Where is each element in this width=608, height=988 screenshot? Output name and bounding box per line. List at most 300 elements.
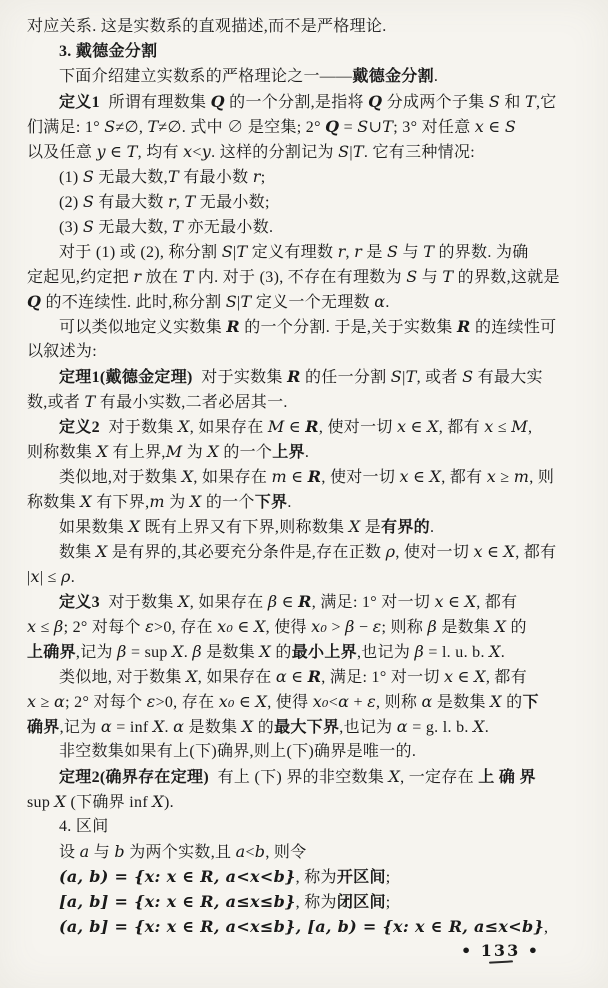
- math-segment: x₀: [312, 692, 329, 711]
- text-segment: , 均有: [137, 144, 184, 161]
- text-segment: +: [349, 694, 368, 711]
- text-segment: 无最小数;: [195, 194, 270, 211]
- bold-text-segment: 下界: [254, 494, 288, 511]
- text-line: [27, 514, 588, 539]
- text-segment: ≥: [36, 694, 55, 711]
- text-segment: =: [339, 119, 358, 136]
- text-segment: = l. u. b.: [424, 644, 490, 661]
- text-line: [27, 614, 588, 639]
- text-line: [27, 839, 588, 864]
- math-segment: Q: [27, 292, 42, 311]
- text-segment: ∈: [277, 594, 299, 611]
- text-segment: = g. l. b.: [407, 719, 473, 736]
- text-line: [27, 389, 588, 414]
- math-segment: Q: [368, 92, 383, 111]
- math-segment: T: [405, 367, 417, 386]
- bold-text-segment: 3. 戴德金分割: [59, 43, 158, 60]
- math-segment: α: [54, 692, 66, 711]
- text-line: [27, 764, 588, 789]
- text-segment: .: [429, 519, 435, 536]
- math-segment: β: [54, 617, 64, 636]
- math-segment: X: [494, 617, 507, 636]
- text-segment: ≤: [36, 619, 55, 636]
- math-segment: X: [255, 692, 268, 711]
- math-segment: T: [147, 117, 159, 136]
- text-segment: ∈: [453, 669, 475, 686]
- math-segment: x: [444, 667, 454, 686]
- text-segment: 定义有理数: [247, 244, 338, 261]
- text-line: [27, 189, 588, 214]
- text-segment: 以叙述为:: [27, 343, 97, 360]
- text-segment: ≠∅,: [115, 119, 148, 136]
- text-segment: 是数集: [201, 644, 260, 661]
- text-segment: .: [484, 719, 489, 736]
- math-segment: S: [357, 117, 369, 136]
- text-line: [27, 314, 588, 339]
- bold-text-segment: 上确界: [27, 644, 76, 661]
- text-line: [27, 464, 588, 489]
- text-line: [27, 789, 588, 814]
- math-segment: (a, b] = {x: x ∈ R, a<x≤b}, [a, b) = {x: x ∈ R, a≤x<b}: [59, 917, 545, 936]
- text-segment: , 使得: [267, 694, 313, 711]
- text-segment: .: [500, 644, 506, 661]
- math-segment: β: [192, 642, 202, 661]
- bold-text-segment: 定理2(确界存在定理): [59, 769, 209, 786]
- math-segment: y: [96, 142, 106, 161]
- bold-text-segment: 上界: [272, 444, 305, 461]
- math-segment: a: [235, 842, 246, 861]
- math-segment: X: [152, 792, 164, 811]
- text-segment: 定起见,约定把: [27, 269, 134, 286]
- text-segment: 是数集: [184, 719, 242, 736]
- text-segment: 为: [164, 494, 190, 511]
- text-segment: 和: [500, 94, 525, 111]
- text-segment: | ≤: [39, 569, 62, 586]
- text-segment: , 如果存在: [197, 669, 276, 686]
- math-segment: r: [354, 242, 363, 261]
- text-segment: 的一个: [201, 494, 255, 511]
- bold-text-segment: 确界: [27, 719, 60, 736]
- text-segment: 既有上界又有下界,则称数集: [140, 519, 349, 536]
- math-segment: R: [226, 317, 240, 336]
- bold-text-segment: 定义3: [59, 594, 100, 611]
- math-segment: ρ: [385, 542, 396, 561]
- math-segment: R: [298, 592, 312, 611]
- text-segment: ,记为: [59, 719, 101, 736]
- math-segment: X: [427, 417, 439, 436]
- text-segment: ,它: [535, 94, 557, 111]
- text-segment: 的一个分割. 于是,关于实数集: [239, 319, 458, 336]
- text-segment: 对于实数集: [192, 369, 288, 386]
- math-segment: S: [504, 117, 517, 136]
- math-segment: α: [275, 667, 287, 686]
- math-segment: X: [474, 667, 486, 686]
- text-segment: .: [183, 644, 193, 661]
- text-segment: 是有界的,其必要充分条件是,存在正数: [107, 544, 386, 561]
- math-segment: S: [338, 142, 350, 161]
- math-segment: T: [184, 192, 196, 211]
- math-segment: S: [488, 92, 501, 111]
- text-segment: .: [164, 719, 174, 736]
- math-segment: x: [484, 417, 494, 436]
- text-segment: . 这样的分割记为: [211, 144, 339, 161]
- math-segment: R: [307, 467, 322, 486]
- text-segment: ,也记为: [356, 644, 415, 661]
- text-segment: <: [328, 694, 339, 711]
- text-segment: −: [354, 619, 373, 636]
- math-segment: α: [338, 692, 350, 711]
- math-segment: X: [80, 492, 92, 511]
- text-segment: 的界数. 为确: [434, 244, 529, 261]
- text-segment: 数,或者: [27, 394, 85, 411]
- text-segment: 的连续性可: [470, 319, 557, 336]
- math-segment: S: [82, 192, 95, 211]
- text-segment: 如果数集: [59, 519, 129, 536]
- text-segment: ∈: [443, 594, 465, 611]
- text-line: [27, 64, 588, 89]
- text-segment: 是: [362, 244, 388, 261]
- math-segment: m: [513, 467, 530, 486]
- text-line: [27, 739, 588, 764]
- text-segment: 亦无最小数.: [183, 219, 274, 236]
- math-segment: X: [178, 592, 190, 611]
- math-segment: X: [259, 642, 272, 661]
- math-segment: α: [396, 717, 408, 736]
- text-segment: 对于数集: [99, 594, 179, 611]
- text-segment: ≤: [493, 419, 512, 436]
- text-body: [27, 14, 588, 939]
- text-segment: 与: [417, 269, 443, 286]
- math-segment: X: [503, 542, 516, 561]
- math-segment: M: [267, 417, 285, 436]
- text-segment: 与: [398, 244, 424, 261]
- text-segment: , 使对一切: [318, 419, 397, 436]
- text-line: [27, 139, 588, 164]
- text-segment: 内. 对于 (3), 不存在有理数为: [193, 269, 407, 286]
- text-segment: <: [192, 144, 202, 161]
- text-segment: 的不连续性. 此时,称分割: [41, 294, 226, 311]
- text-segment: ∈: [284, 419, 306, 436]
- math-segment: X: [95, 542, 108, 561]
- math-segment: T: [442, 267, 454, 286]
- math-segment: T: [126, 142, 138, 161]
- math-segment: x: [434, 592, 444, 611]
- text-segment: , 称为: [295, 894, 337, 911]
- text-segment: 放在: [141, 269, 183, 286]
- text-segment: |: [349, 144, 353, 161]
- text-line: [27, 39, 588, 64]
- text-segment: ∈: [287, 469, 308, 486]
- math-segment: T: [525, 92, 536, 111]
- math-segment: α: [374, 292, 386, 311]
- math-segment: S: [221, 242, 233, 261]
- text-segment: 对于数集: [99, 419, 179, 436]
- text-line: [27, 214, 588, 239]
- text-segment: >: [327, 619, 346, 636]
- math-segment: X: [181, 467, 194, 486]
- math-segment: x₀: [217, 617, 234, 636]
- text-segment: , 都有: [476, 594, 518, 611]
- bold-text-segment: 最大下界: [274, 719, 340, 736]
- text-segment: |: [27, 569, 31, 586]
- text-segment: 为: [182, 444, 208, 461]
- math-segment: ρ: [61, 567, 71, 586]
- text-segment: ,也记为: [339, 719, 397, 736]
- text-segment: 的: [501, 694, 523, 711]
- bold-text-segment: 闭区间: [336, 894, 386, 911]
- bold-text-segment: 定义2: [59, 419, 100, 436]
- math-segment: x: [183, 142, 193, 161]
- math-segment: R: [305, 417, 319, 436]
- text-line: [27, 289, 588, 314]
- math-segment: X: [429, 467, 442, 486]
- text-segment: 对于 (1) 或 (2), 称分割: [59, 244, 222, 261]
- text-line: [27, 264, 588, 289]
- text-segment: >0, 存在: [155, 694, 219, 711]
- text-segment: 与: [89, 844, 115, 861]
- math-segment: X: [207, 442, 220, 461]
- text-segment: <: [245, 844, 255, 861]
- text-segment: ; 2° 对每个: [63, 619, 146, 636]
- math-segment: T: [167, 167, 179, 186]
- text-segment: , 如果存在: [189, 594, 268, 611]
- text-line: [27, 714, 588, 739]
- text-segment: , 称为: [295, 869, 337, 886]
- math-segment: X: [472, 717, 485, 736]
- text-line: [27, 689, 588, 714]
- text-segment: , 都有: [515, 544, 557, 561]
- text-segment: 是: [360, 519, 382, 536]
- text-segment: sup: [27, 794, 55, 811]
- math-segment: T: [352, 142, 364, 161]
- text-segment: .: [433, 68, 439, 85]
- text-segment: 则称数集: [27, 444, 97, 461]
- text-line: [27, 239, 588, 264]
- text-segment: , 则: [529, 469, 555, 486]
- math-segment: x: [27, 617, 37, 636]
- math-segment: X: [489, 642, 501, 661]
- text-segment: ∈: [408, 469, 430, 486]
- math-segment: S: [104, 117, 116, 136]
- text-segment: , 满足: 1° 对一切: [321, 669, 445, 686]
- text-segment: 数集: [59, 544, 96, 561]
- text-segment: ;: [260, 169, 266, 186]
- text-segment: 分成两个子集: [382, 94, 489, 111]
- math-segment: Q: [210, 92, 225, 111]
- text-line: [27, 889, 588, 914]
- math-segment: [a, b] = {x: x ∈ R, a≤x≤b}: [59, 892, 296, 911]
- text-line: [27, 664, 588, 689]
- text-segment: 有下界,: [91, 494, 150, 511]
- text-segment: (1): [59, 169, 83, 186]
- text-segment: ,: [175, 194, 185, 211]
- math-segment: α: [173, 717, 185, 736]
- math-segment: m: [271, 467, 287, 486]
- text-segment: ∈: [484, 119, 505, 136]
- math-segment: ε: [367, 692, 376, 711]
- text-segment: ; 则称: [381, 619, 428, 636]
- text-segment: ≠∅. 式中 ∅ 是空集; 2°: [158, 119, 326, 136]
- text-segment: ∈: [286, 669, 308, 686]
- bold-text-segment: 戴德金分割: [352, 68, 434, 85]
- bold-text-segment: 有界的: [381, 519, 430, 536]
- math-segment: r: [252, 167, 261, 186]
- text-line: [27, 814, 588, 839]
- text-segment: ).: [163, 794, 174, 811]
- page-number: • 133 •: [461, 941, 540, 960]
- text-segment: , 如果存在: [193, 469, 272, 486]
- text-segment: 4. 区间: [59, 818, 109, 835]
- text-segment: , 都有: [485, 669, 528, 686]
- math-segment: T: [423, 242, 435, 261]
- math-segment: T: [382, 117, 394, 136]
- page-footer: [461, 941, 540, 961]
- math-segment: x₀: [218, 692, 235, 711]
- text-segment: 有上界,: [108, 444, 166, 461]
- text-segment: |: [237, 294, 241, 311]
- bold-text-segment: 上 确 界: [478, 769, 536, 786]
- text-segment: ,: [544, 919, 549, 936]
- text-segment: 所谓有理数集: [99, 94, 211, 111]
- text-segment: , 满足: 1° 对一切: [311, 594, 435, 611]
- math-segment: T: [84, 392, 96, 411]
- text-segment: 有最小数: [178, 169, 253, 186]
- text-segment: , 使对一切: [395, 544, 474, 561]
- text-segment: 的一个分割,是指将: [224, 94, 369, 111]
- text-segment: |: [232, 244, 237, 261]
- math-segment: α: [100, 717, 112, 736]
- math-segment: x: [486, 467, 497, 486]
- math-segment: X: [241, 717, 254, 736]
- text-segment: ;: [385, 894, 391, 911]
- text-segment: 的: [271, 644, 292, 661]
- math-segment: S: [390, 367, 403, 386]
- text-segment: 对应关系. 这是实数系的直观描述,而不是严格理论.: [27, 18, 387, 35]
- text-segment: = sup: [126, 644, 173, 661]
- math-segment: T: [172, 217, 184, 236]
- text-line: [27, 89, 588, 114]
- math-segment: r: [133, 267, 142, 286]
- text-segment: , 一定存在: [400, 769, 479, 786]
- text-segment: 的界数,这就是: [453, 269, 560, 286]
- text-segment: 无最大数,: [94, 219, 173, 236]
- text-segment: 们满足: 1°: [27, 119, 105, 136]
- text-segment: 类似地,对于数集: [59, 469, 182, 486]
- math-segment: β: [345, 617, 355, 636]
- math-segment: X: [128, 517, 141, 536]
- math-segment: m: [149, 492, 165, 511]
- text-segment: |: [402, 369, 406, 386]
- math-segment: M: [165, 442, 183, 461]
- text-segment: 以及任意: [27, 144, 97, 161]
- math-segment: T: [182, 267, 194, 286]
- bold-text-segment: 最小上界: [291, 644, 357, 661]
- text-line: [27, 414, 588, 439]
- text-segment: 有最大实: [473, 369, 543, 386]
- text-segment: , 则称: [376, 694, 422, 711]
- math-segment: r: [337, 242, 346, 261]
- text-segment: ; 2° 对每个: [65, 694, 147, 711]
- math-segment: X: [490, 692, 502, 711]
- math-segment: (a, b) = {x: x ∈ R, a<x<b}: [59, 867, 296, 886]
- text-segment: ∪: [368, 119, 383, 136]
- bold-text-segment: 下: [522, 694, 539, 711]
- text-segment: 类似地, 对于数集: [59, 669, 187, 686]
- text-segment: 设: [59, 844, 80, 861]
- math-segment: X: [189, 492, 202, 511]
- text-segment: 的: [506, 619, 527, 636]
- text-segment: 是数集: [432, 694, 491, 711]
- text-line: [27, 589, 588, 614]
- text-segment: 是数集: [437, 619, 495, 636]
- math-segment: S: [225, 292, 238, 311]
- text-segment: = inf: [111, 719, 153, 736]
- math-segment: X: [388, 767, 401, 786]
- math-segment: b: [254, 842, 266, 861]
- text-segment: 为两个实数,且: [124, 844, 236, 861]
- text-segment: 有最小实数,二者必居其一.: [95, 394, 288, 411]
- text-segment: (下确界 inf: [66, 794, 153, 811]
- text-segment: , 使得: [265, 619, 312, 636]
- text-segment: ∈: [482, 544, 504, 561]
- math-segment: β: [427, 617, 438, 636]
- text-segment: .: [70, 569, 76, 586]
- math-segment: a: [79, 842, 90, 861]
- text-segment: ; 3° 对任意: [393, 119, 475, 136]
- text-segment: ≥: [496, 469, 514, 486]
- math-segment: x: [30, 567, 40, 586]
- math-segment: ε: [146, 692, 156, 711]
- text-segment: .: [304, 444, 310, 461]
- math-segment: X: [186, 667, 198, 686]
- math-segment: S: [82, 217, 95, 236]
- text-line: [27, 339, 588, 364]
- text-segment: 可以类似地定义实数集: [59, 319, 227, 336]
- bold-text-segment: 定理1(戴德金定理): [59, 369, 193, 386]
- text-segment: (2): [59, 194, 83, 211]
- math-segment: β: [267, 592, 278, 611]
- text-line: [27, 539, 588, 564]
- text-line: [27, 489, 588, 514]
- text-line: [27, 114, 588, 139]
- text-segment: , 则令: [265, 844, 307, 861]
- math-segment: x: [474, 117, 485, 136]
- text-segment: .: [385, 294, 390, 311]
- math-segment: x: [399, 467, 409, 486]
- math-segment: X: [253, 617, 266, 636]
- text-segment: 下面介绍建立实数系的严格理论之一——: [59, 68, 353, 85]
- math-segment: ε: [372, 617, 382, 636]
- math-segment: R: [307, 667, 322, 686]
- math-segment: X: [96, 442, 109, 461]
- math-segment: X: [178, 417, 190, 436]
- math-segment: α: [421, 692, 433, 711]
- text-line: [27, 364, 588, 389]
- math-segment: x₀: [311, 617, 328, 636]
- text-segment: 无最大数,: [94, 169, 168, 186]
- math-segment: T: [236, 242, 248, 261]
- bold-text-segment: 定义1: [59, 94, 100, 111]
- text-line: [27, 164, 588, 189]
- text-segment: 定义一个无理数: [251, 294, 375, 311]
- math-segment: b: [114, 842, 125, 861]
- math-segment: M: [511, 417, 528, 436]
- math-segment: x: [473, 542, 483, 561]
- text-segment: 称数集: [27, 494, 81, 511]
- math-segment: X: [348, 517, 361, 536]
- math-segment: x: [27, 692, 37, 711]
- math-segment: X: [152, 717, 165, 736]
